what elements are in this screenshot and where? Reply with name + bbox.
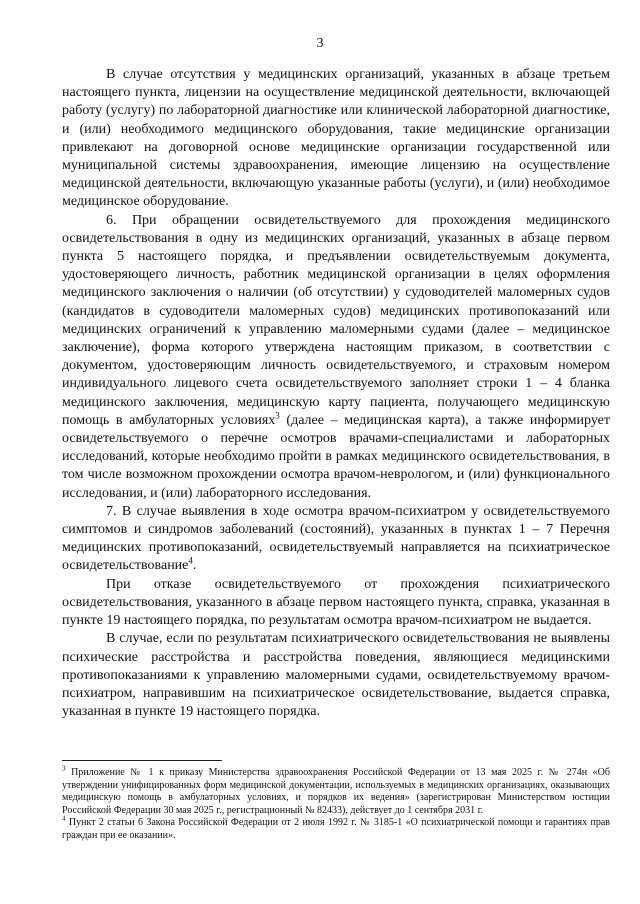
paragraph-text: . (192, 558, 197, 574)
footnote-4 (62, 817, 610, 842)
paragraph-certificate: В случае, если по результатам психиатрического освидетельствования не выявлены психические расстройства и расстройства поведения, являющиеся медицинскими противопоказаниями к управлению маломерными судами, освидетельствуемому врачом-психиатром, направившим на психиатрическое освидетельствование, выдается справка, указанная в пункте 19 настоящего порядка. (62, 631, 610, 720)
paragraph-text: (далее – медицинская карта), а также информирует освидетельствуемого о перечне осмотров врачами-специалистами и лабораторных исследований, которые необходимо пройти в рамках медицинского освидетельствования, в том числе возможном прохождении осмотра врачом-неврологом, и (или) функционального исследования, и (или) лабораторного исследования. (62, 412, 610, 501)
footnote-marker: 3 (62, 764, 66, 773)
paragraph-item-7 (62, 503, 610, 576)
footnote-divider (62, 760, 222, 761)
page-number: 3 (316, 36, 324, 51)
paragraph-text: 6. При обращении освидетельствуемого для прохождения медицинского освидетельствования в одну из медицинских организаций, указанных в абзаце первом пункта 5 настоящего порядка, и предъявлении освидетельствуемым документа, удостоверяющего личность, работник медицинской организации в целях оформления медицинского заключения о наличии (об отсутствии) у судоводителей маломерных судов (кандидатов в судоводители маломерных судов) медицинских противопоказаний или медицинских ограничений к управлению маломерными судами (далее – медицинское заключение), форма которого утверждена настоящим приказом, в соответствии с документом, удостоверяющим личность освидетельствуемого, и страховым номером индивидуального лицевого счета освидетельствуемого заполняет строки 1 – 4 бланка медицинского заключения, медицинскую карту пациента, получающего медицинскую помощь в амбулаторных условиях (62, 212, 610, 428)
footnote-marker: 4 (62, 815, 66, 824)
footnotes (62, 760, 610, 843)
body-text (62, 66, 610, 721)
paragraph-item-6 (62, 212, 610, 503)
footnote-text: Пункт 2 статьи 6 Закона Российской Федерации от 2 июля 1992 г. № 3185-1 «О психиатрической помощи и гарантиях прав граждан при ее оказании». (62, 817, 610, 841)
footnote-3 (62, 764, 610, 817)
footnote-ref: 4 (188, 555, 193, 566)
paragraph-refusal: При отказе освидетельствуемого от прохождения психиатрического освидетельствования, указанного в абзаце первом настоящего пункта, справка, указанная в пункте 19 настоящего порядка, по результатам осмотра врачом-психиатром не выдается. (62, 576, 610, 629)
paragraph-text: 7. В случае выявления в ходе осмотра врачом-психиатром у освидетельствуемого симптомов и синдромов заболеваний (состояний), указанных в пунктах 1 – 7 Перечня медицинских противопоказаний, освидетельствуемый направляется на психиатрическое освидетельствование (62, 503, 610, 574)
paragraph-lab-diagnostics: В случае отсутствия у медицинских организаций, указанных в абзаце третьем настоящего пункта, лицензии на осуществление медицинской деятельности, включающей работу (услугу) по лабораторной диагностике или клинической лабораторной диагностике, и (или) необходимого медицинского оборудования, такие медицинские организации привлекают на договорной основе медицинские организации государственной или муниципальной системы здравоохранения, имеющие лицензию на осуществление медицинской деятельности, включающую указанные работы (услуги), и (или) необходимое медицинское оборудование. (62, 67, 610, 210)
footnote-ref: 3 (275, 410, 280, 421)
footnote-text: Приложение № 1 к приказу Министерства здравоохранения Российской Федерации от 13 мая 2025 г. № 274н «Об утверждении унифицированных форм медицинской документации, используемых в медицинских организациях, оказывающих медицинскую помощь в амбулаторных условиях, и порядков их ведения» (зарегистрирован Министерством юстиции Российской Федерации 30 мая 2025 г., регистрационный № 82433), действует до 1 сентября 2031 г. (62, 767, 610, 816)
